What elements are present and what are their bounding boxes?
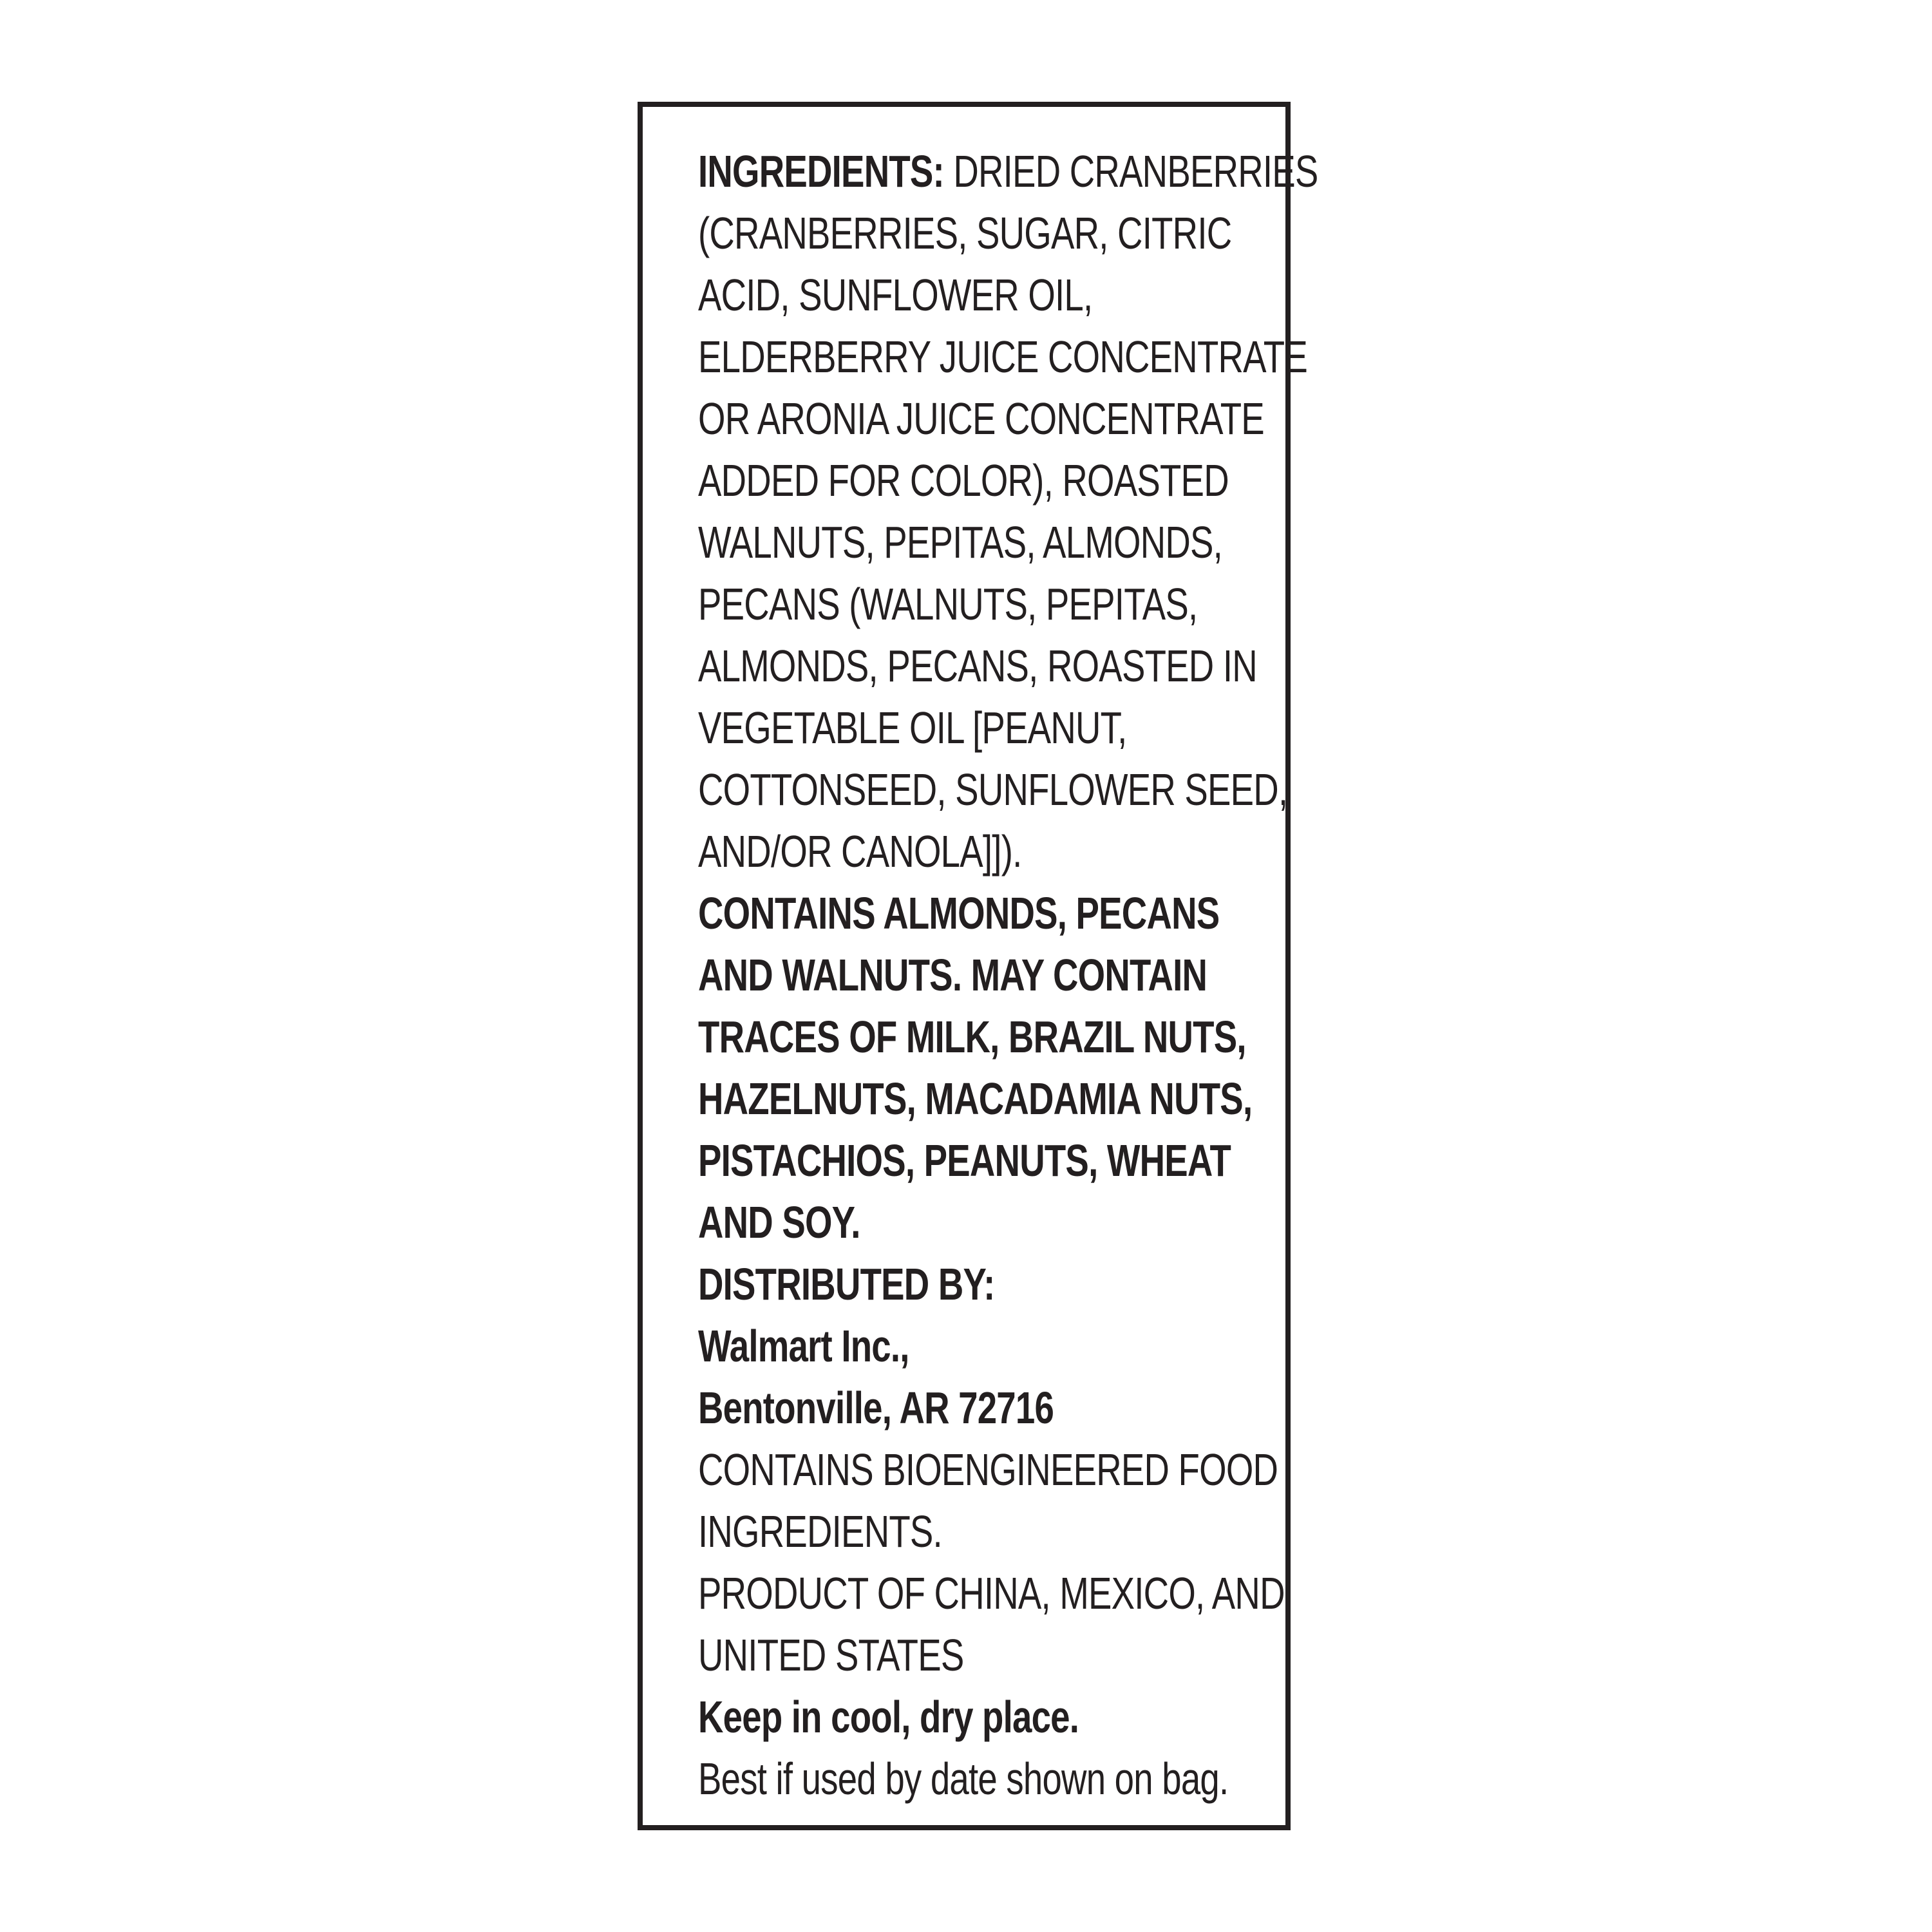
ingredients-text: PECANS (WALNUTS, PEPITAS, [698, 579, 1198, 629]
allergen-text: HAZELNUTS, MACADAMIA NUTS, [698, 1074, 1253, 1124]
ingredients-heading: INGREDIENTS: [698, 146, 944, 196]
ingredients-text: ACID, SUNFLOWER OIL, [698, 270, 1093, 320]
ingredients-text: VEGETABLE OIL [PEANUT, [698, 703, 1127, 753]
ingredients-text: OR ARONIA JUICE CONCENTRATE [698, 393, 1264, 444]
distributor-name: Walmart Inc., [698, 1321, 909, 1371]
bioengineered-text: CONTAINS BIOENGINEERED FOOD [698, 1444, 1278, 1495]
ingredients-text: ALMONDS, PECANS, ROASTED IN [698, 641, 1257, 691]
ingredients-text: DRIED CRANBERRIES [953, 146, 1318, 196]
label-text-block [698, 140, 1318, 1810]
ingredients-text: ELDERBERRY JUICE CONCENTRATE [698, 332, 1307, 382]
allergen-text: AND WALNUTS. MAY CONTAIN [698, 950, 1208, 1000]
ingredients-text: AND/OR CANOLA]]). [698, 826, 1022, 876]
bioengineered-text: INGREDIENTS. [698, 1506, 942, 1557]
ingredients-line-1 [698, 140, 1318, 202]
ingredients-text: (CRANBERRIES, SUGAR, CITRIC [698, 208, 1232, 258]
allergen-text: TRACES OF MILK, BRAZIL NUTS, [698, 1012, 1246, 1062]
distributor-heading: DISTRIBUTED BY: [698, 1259, 995, 1309]
ingredients-text: ADDED FOR COLOR), ROASTED [698, 455, 1229, 506]
ingredients-text: COTTONSEED, SUNFLOWER SEED, [698, 764, 1288, 815]
origin-text: UNITED STATES [698, 1630, 964, 1680]
allergen-text: AND SOY. [698, 1197, 860, 1247]
allergen-text: PISTACHIOS, PEANUTS, WHEAT [698, 1135, 1231, 1186]
ingredients-text: WALNUTS, PEPITAS, ALMONDS, [698, 517, 1223, 567]
origin-text: PRODUCT OF CHINA, MEXICO, AND [698, 1568, 1285, 1618]
ingredients-label-panel [638, 102, 1318, 1830]
allergen-text: CONTAINS ALMONDS, PECANS [698, 888, 1220, 938]
best-by-note: Best if used by date shown on bag. [698, 1754, 1229, 1804]
storage-instruction: Keep in cool, dry place. [698, 1692, 1079, 1742]
distributor-address: Bentonville, AR 72716 [698, 1383, 1054, 1433]
